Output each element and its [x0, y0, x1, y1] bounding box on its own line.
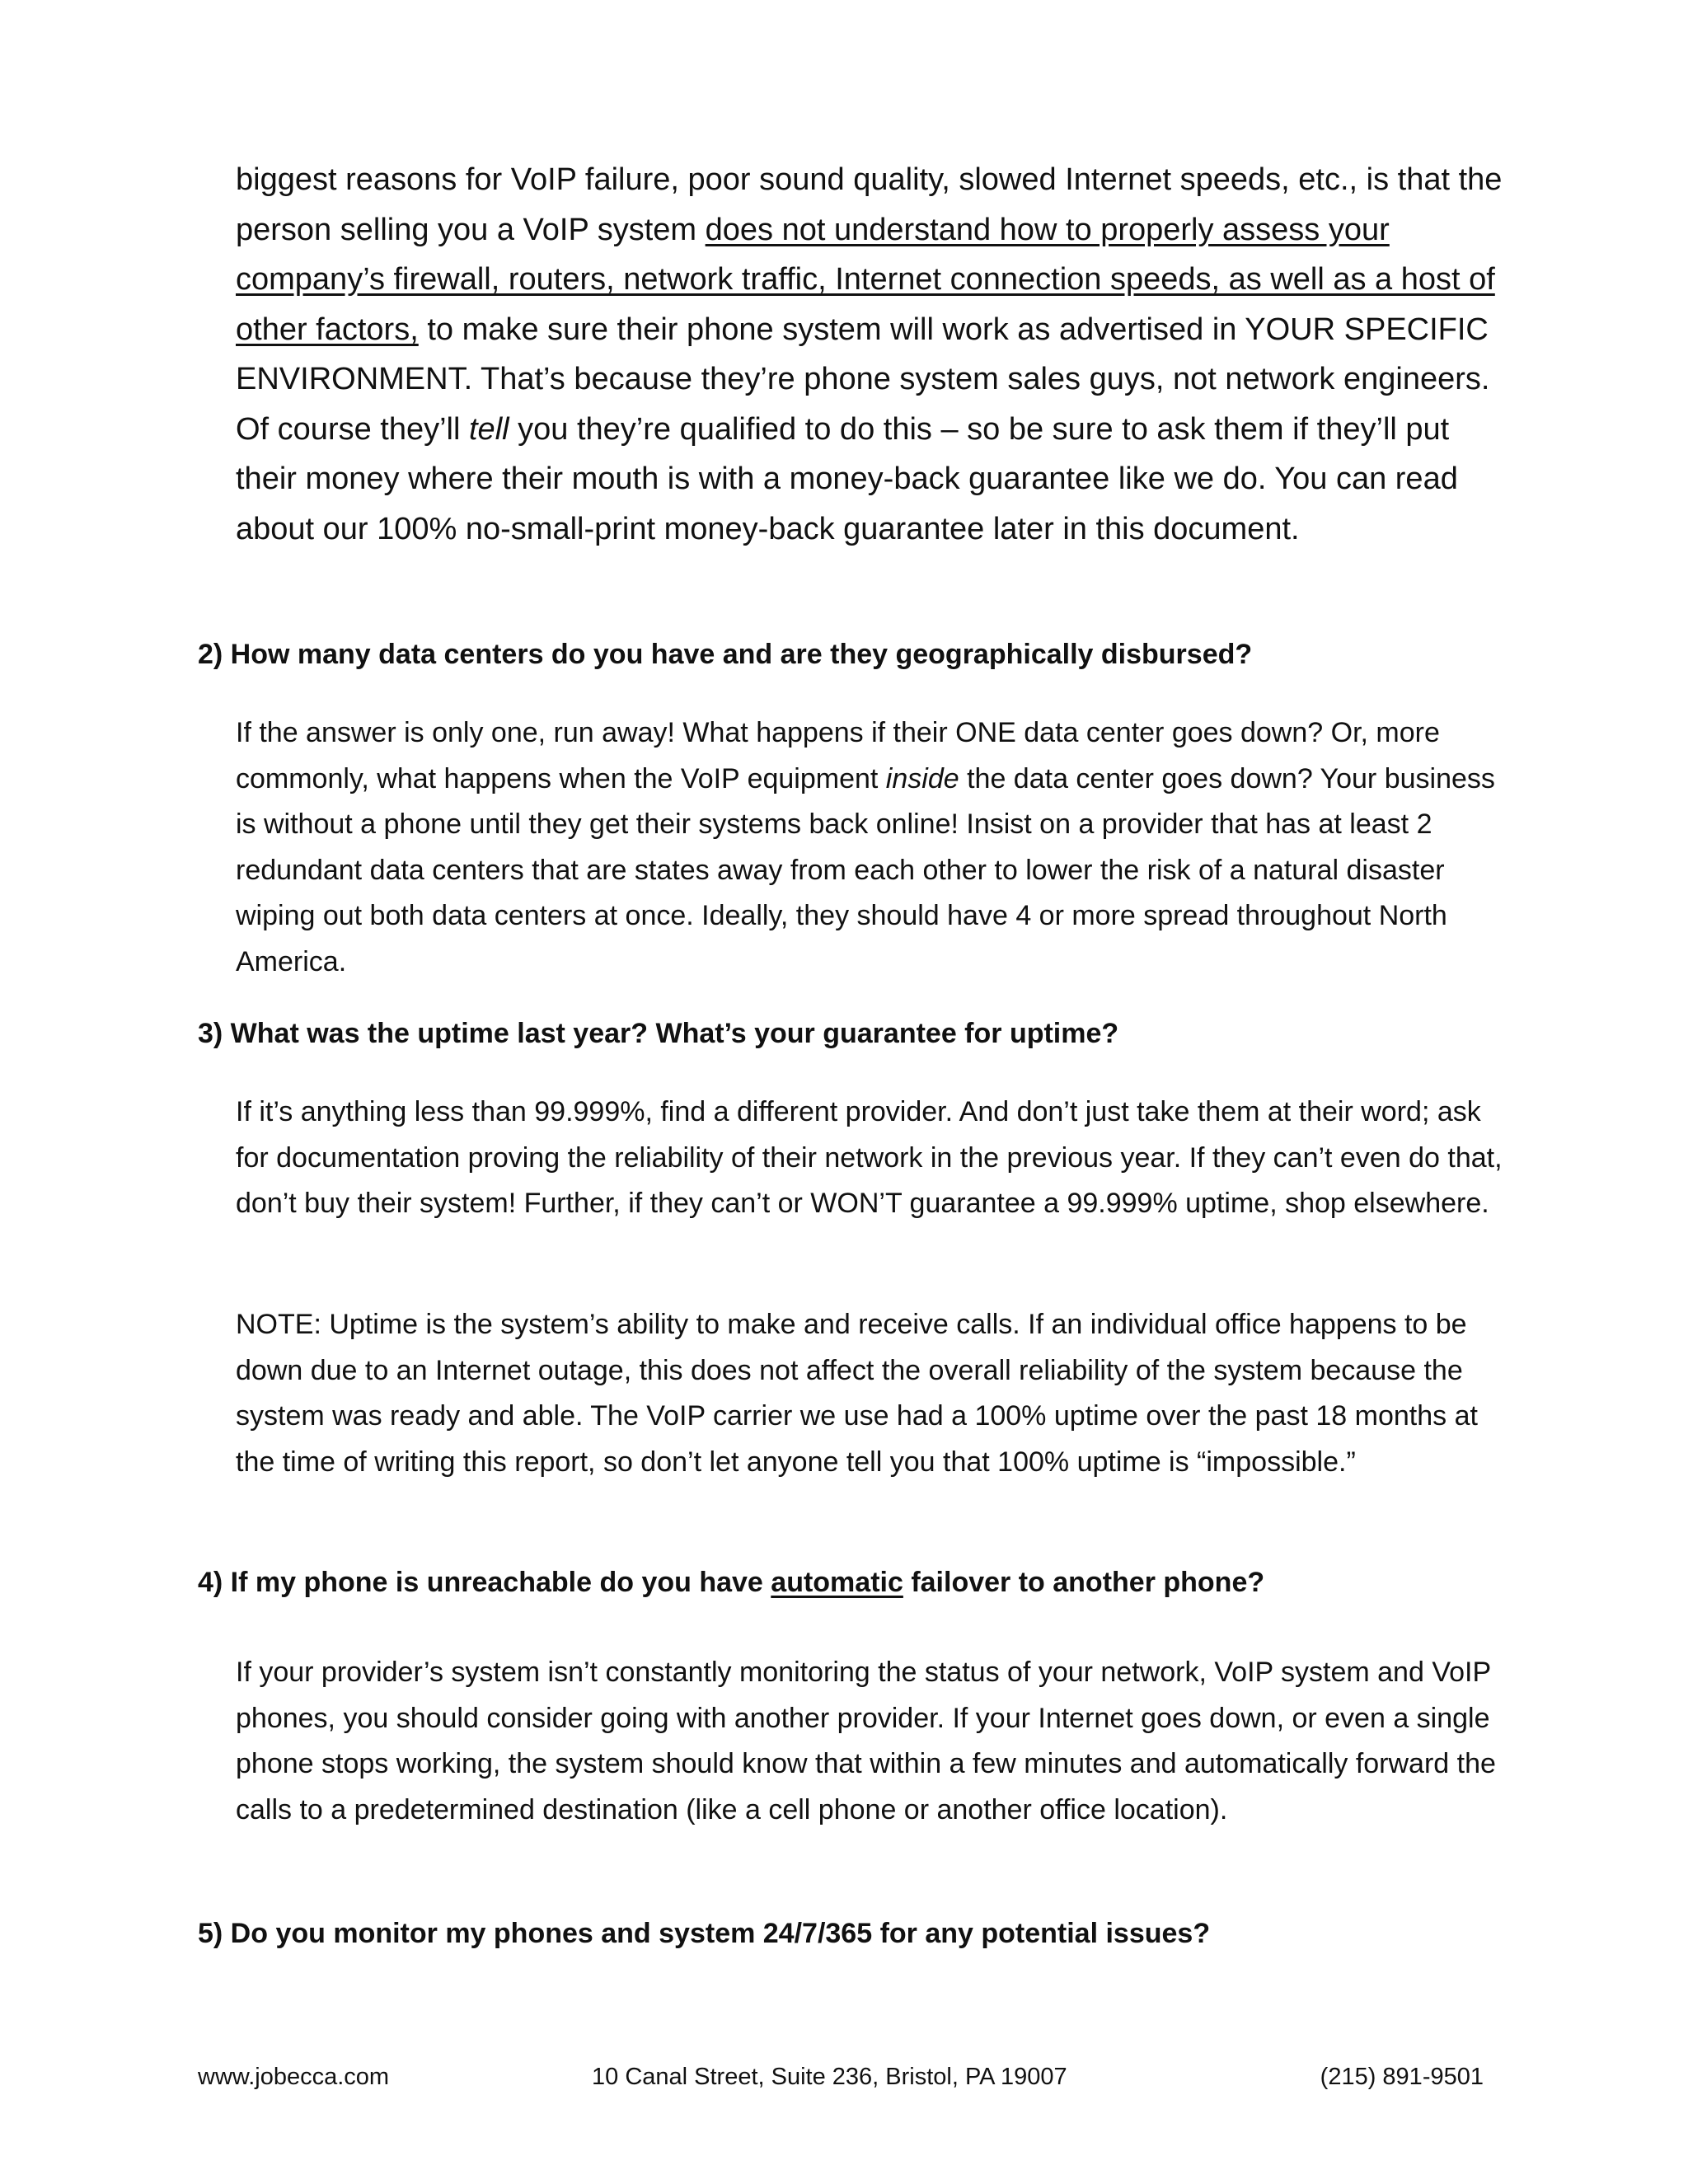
- lead-italic-text: tell: [469, 411, 509, 447]
- footer-phone: (215) 891-9501: [1320, 2064, 1484, 2090]
- footer-website: www.jobecca.com: [198, 2064, 390, 2090]
- lead-text-2: to make sure their phone system will work as advertised in YOUR SPECIFIC ENVIRONMENT. That’s because they’re phone system sales guys, not network engineers. Of course they’ll: [236, 312, 1490, 447]
- q4-heading-underlined: automatic: [771, 1567, 903, 1598]
- question-3-heading: 3) What was the uptime last year? What’s your guarantee for uptime?: [198, 1018, 1119, 1049]
- question-3-answer: If it’s anything less than 99.999%, find a different provider. And don’t just take them at their word; ask for documentation proving the reliability of their network in the previous year. If they can’t even do that, don’t buy their system! Further, if they can’t or WON’T guarantee a 99.999% uptime, shop elsewhere.: [236, 1096, 1503, 1219]
- question-4-heading: [198, 1564, 1517, 1601]
- lead-underlined-text: does not understand how to properly assess your company’s firewall, routers, network traffic, Internet connection speeds, as well as a host of other factors,: [236, 212, 1495, 347]
- q4-heading-text-2: failover to another phone?: [903, 1567, 1265, 1598]
- question-4-answer: If your provider’s system isn’t constantly monitoring the status of your network, VoIP system and VoIP phones, you should consider going with another provider. If your Internet goes down, or even a single phone stops working, the system should know that within a few minutes and automatically forward the calls to a predetermined destination (like a cell phone or another office location).: [236, 1657, 1496, 1825]
- lead-text-1: biggest reasons for VoIP failure, poor sound quality, slowed Internet speeds, etc., is that the person selling you a VoIP system: [236, 162, 1503, 247]
- lead-text-3: you they’re qualified to do this – so be sure to ask them if they’ll put their money where their mouth is with a money-back guarantee like we do. You can read about our 100% no-small-print money-back guarantee later in this document.: [236, 411, 1458, 546]
- question-2-heading: 2) How many data centers do you have and are they geographically disbursed?: [198, 639, 1253, 670]
- lead-paragraph: [236, 155, 1505, 554]
- question-2-answer: [236, 710, 1505, 985]
- question-3-note: NOTE: Uptime is the system’s ability to make and receive calls. If an individual office happens to be down due to an Internet outage, this does not affect the overall reliability of the system because the system was ready and able. The VoIP carrier we use had a 100% uptime over the past 18 months at the time of writing this report, so don’t let anyone tell you that 100% uptime is “impossible.”: [236, 1309, 1478, 1478]
- q4-heading-text-1: 4) If my phone is unreachable do you have: [198, 1567, 771, 1598]
- question-5-heading: 5) Do you monitor my phones and system 24/7/365 for any potential issues?: [198, 1918, 1211, 1949]
- q2-answer-text-1: If the answer is only one, run away! What happens if their ONE data center goes down? Or, more commonly, what happens when the VoIP equipment: [236, 717, 1440, 794]
- footer-address: 10 Canal Street, Suite 236, Bristol, PA 19007: [592, 2064, 1067, 2090]
- q2-answer-text-2: the data center goes down? Your business is without a phone until they get their systems back online! Insist on a provider that has at least 2 redundant data centers that are states away from each other to lower the risk of a natural disaster wiping out both data centers at once. Ideally, they should have 4 or more spread throughout North America.: [236, 762, 1495, 977]
- q2-answer-italic: inside: [885, 762, 959, 794]
- page-footer: [198, 2060, 1484, 2093]
